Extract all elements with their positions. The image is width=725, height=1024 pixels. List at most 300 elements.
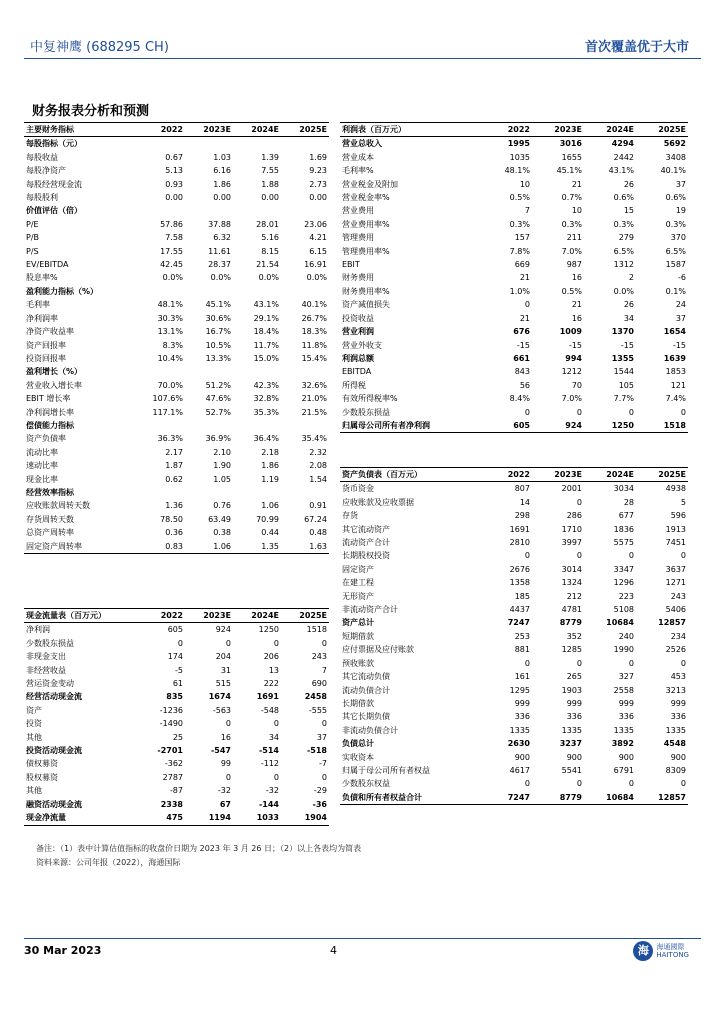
table-row (24, 164, 329, 177)
table-row (24, 664, 329, 677)
year-header-cell: 2025E (636, 468, 688, 482)
row-label-cell: 财务费用率% (342, 286, 390, 296)
value-cell: 0.44 (261, 528, 279, 538)
value-cell: 25 (172, 732, 183, 742)
table-row (340, 590, 688, 603)
value-cell (185, 285, 233, 298)
row-label-cell: 应付票据及应付账款 (342, 645, 414, 655)
value-cell: 105 (618, 380, 634, 390)
row-label-cell: 现金净流量 (24, 811, 139, 825)
value-cell: -514 (258, 746, 279, 756)
table-row (340, 406, 688, 419)
value-cell: 298 (514, 511, 530, 521)
row-label-cell: 固定资产周转率 (24, 540, 139, 554)
value-cell: 0 (628, 779, 634, 789)
value-cell: 7.7% (613, 394, 634, 404)
value-cell: 1990 (613, 645, 634, 655)
table-row (340, 352, 688, 365)
row-label-cell: 非流动负债合计 (342, 725, 398, 735)
value-cell: 900 (670, 752, 686, 762)
value-cell: 51.2% (205, 380, 231, 390)
value-cell: -5 (175, 665, 183, 675)
value-cell: 43.1% (253, 300, 279, 310)
value-cell: 1194 (185, 811, 233, 825)
value-cell: -6 (678, 273, 686, 283)
value-cell: 1836 (613, 524, 634, 534)
value-cell: 240 (618, 631, 634, 641)
row-label-cell: 少数股东权益 (342, 779, 390, 789)
row-label-cell: P/B (26, 233, 40, 243)
value-cell: 18.4% (253, 327, 279, 337)
value-cell: 1.0% (509, 286, 530, 296)
table-row (24, 191, 329, 204)
table-row (24, 771, 329, 784)
value-cell: 515 (215, 679, 231, 689)
value-cell: 7.58 (165, 233, 183, 243)
value-cell: 3347 (613, 564, 634, 574)
table-row (340, 178, 688, 191)
value-cell: 4548 (663, 739, 686, 749)
row-label-cell: 投资活动现金流 (26, 746, 82, 756)
value-cell: 7.0% (561, 246, 582, 256)
value-cell: -1236 (159, 705, 183, 715)
table-row (24, 245, 329, 258)
row-label-cell: 资产负债率 (26, 434, 66, 444)
value-cell: 42.45 (160, 260, 183, 270)
value-cell: 3014 (561, 564, 582, 574)
value-cell: 11.61 (208, 246, 231, 256)
value-cell: 7.0% (561, 394, 582, 404)
value-cell: 253 (514, 631, 530, 641)
value-cell: 14 (519, 497, 530, 507)
value-cell: 16 (220, 732, 231, 742)
table-row (24, 392, 329, 405)
table-row (340, 419, 688, 433)
table-title-cell: 现金流量表（百万元） (24, 609, 139, 623)
value-cell: 16.7% (205, 327, 231, 337)
row-label-cell: 营业收入增长率 (26, 380, 82, 390)
value-cell (139, 419, 185, 432)
value-cell: 13.1% (157, 327, 183, 337)
value-cell: 21 (519, 313, 530, 323)
table-row (340, 325, 688, 338)
year-header-cell: 2024E (584, 468, 636, 482)
value-cell: 1296 (613, 578, 634, 588)
value-cell: 1.05 (213, 474, 231, 484)
value-cell: 36.9% (205, 434, 231, 444)
row-label-cell: 营业成本 (342, 152, 374, 162)
year-header-cell: 2023E (185, 123, 233, 137)
value-cell: 8779 (559, 618, 582, 628)
value-cell: 23.06 (304, 219, 327, 229)
value-cell: 2.10 (213, 447, 231, 457)
value-cell: 1250 (258, 625, 279, 635)
table-row (24, 258, 329, 271)
value-cell: 6.5% (613, 246, 634, 256)
value-cell: 1312 (613, 260, 634, 270)
value-cell (139, 285, 185, 298)
table-row (24, 432, 329, 445)
value-cell: 13.3% (205, 353, 231, 363)
value-cell: 0 (680, 779, 686, 789)
value-cell: 7451 (665, 538, 686, 548)
value-cell: 4938 (665, 484, 686, 494)
value-cell: 37 (675, 313, 686, 323)
value-cell: 605 (167, 625, 183, 635)
value-cell: 21 (571, 300, 582, 310)
section-title: 财务报表分析和预测 (32, 104, 150, 119)
value-cell: 900 (514, 752, 530, 762)
row-label-cell: 应收账款及应收票据 (342, 497, 414, 507)
value-cell: 36.3% (157, 434, 183, 444)
table-row (24, 499, 329, 512)
row-label-cell: 其它流动负债 (342, 672, 390, 682)
table-row (340, 724, 688, 737)
table-row (24, 731, 329, 744)
table-row (24, 690, 329, 703)
value-cell: 1035 (509, 152, 530, 162)
table-row (24, 540, 329, 554)
value-cell: 336 (514, 712, 530, 722)
value-cell: 900 (618, 752, 634, 762)
row-label-cell: 货币资金 (342, 484, 374, 494)
value-cell: 34 (268, 732, 279, 742)
value-cell: 0.67 (165, 152, 183, 162)
value-cell: -32 (265, 786, 279, 796)
row-label-cell: EBIT (342, 260, 360, 270)
table-row (24, 325, 329, 338)
value-cell: 16.91 (304, 260, 327, 270)
value-cell: 999 (670, 698, 686, 708)
value-cell: 835 (166, 692, 183, 702)
value-cell: 7 (524, 206, 530, 216)
year-header-cell: 2025E (636, 123, 688, 137)
year-header-cell: 2024E (584, 123, 636, 137)
value-cell: 352 (566, 631, 582, 641)
value-cell: 8309 (665, 765, 686, 775)
table-row (24, 352, 329, 365)
table-row (24, 757, 329, 770)
row-label-cell: 有效所得税率% (342, 394, 398, 404)
value-cell: 6.5% (665, 246, 686, 256)
value-cell: 21.0% (301, 394, 327, 404)
table-row (340, 737, 688, 750)
value-cell: 1674 (208, 692, 231, 702)
table-row (340, 379, 688, 392)
value-cell: 1853 (665, 367, 686, 377)
value-cell: 57.86 (160, 219, 183, 229)
value-cell: 48.1% (504, 166, 530, 176)
value-cell: 11.8% (301, 340, 327, 350)
value-cell: 3237 (559, 739, 582, 749)
table-row (340, 657, 688, 670)
value-cell: 223 (618, 591, 634, 601)
value-cell: 2 (628, 273, 634, 283)
value-cell: 34 (623, 313, 634, 323)
value-cell: 10684 (606, 618, 634, 628)
value-cell: 1655 (561, 152, 582, 162)
value-cell: 0.76 (213, 501, 231, 511)
value-cell: 37.88 (208, 219, 231, 229)
value-cell (233, 285, 281, 298)
row-label-cell: EBITDA (342, 367, 372, 377)
table-row (340, 204, 688, 217)
note-remark: 备注：（1）表中计算估值指标的收盘价日期为 2023 年 3 月 26 日；（2）以上各表均为简表 (36, 844, 362, 853)
row-label-cell: 净利润率 (26, 313, 58, 323)
value-cell: 7.4% (665, 394, 686, 404)
row-label-cell: 价值评估（倍） (26, 206, 82, 216)
table-row (340, 616, 688, 629)
value-cell: 5.16 (261, 233, 279, 243)
value-cell: 1587 (665, 260, 686, 270)
value-cell: 2458 (304, 692, 327, 702)
value-cell: 0.6% (665, 193, 686, 203)
value-cell: 605 (480, 419, 532, 433)
value-cell: 5108 (613, 605, 634, 615)
value-cell: 1335 (665, 725, 686, 735)
value-cell: 56 (519, 380, 530, 390)
value-cell (185, 204, 233, 217)
haitong-logo-text: 海通國際 HAITONG (656, 943, 689, 959)
table-row (24, 473, 329, 486)
row-label-cell: 现金比率 (26, 474, 58, 484)
value-cell (281, 486, 329, 499)
value-cell: 2.73 (309, 179, 327, 189)
value-cell: 0 (225, 638, 231, 648)
value-cell: 1009 (559, 327, 582, 337)
value-cell: -563 (212, 705, 231, 715)
value-cell: 52.7% (205, 407, 231, 417)
table-row (24, 285, 329, 298)
value-cell (185, 486, 233, 499)
table-header-row (340, 468, 688, 482)
value-cell: -29 (313, 786, 327, 796)
value-cell (281, 365, 329, 378)
value-cell: 3892 (611, 739, 634, 749)
value-cell: 1.36 (165, 501, 183, 511)
cash-flow-table (24, 608, 329, 826)
table-row (340, 509, 688, 522)
value-cell: 1358 (509, 578, 530, 588)
table-row (340, 777, 688, 790)
row-label-cell: 非现金支出 (26, 652, 66, 662)
value-cell: -32 (217, 786, 231, 796)
value-cell: 1212 (561, 367, 582, 377)
value-cell: 1903 (561, 685, 582, 695)
value-cell: 0 (576, 658, 582, 668)
table-row (340, 312, 688, 325)
row-label-cell: 归属于母公司所有者权益 (342, 765, 430, 775)
row-label-cell: 归属母公司所有者净利润 (340, 419, 480, 433)
table-row (24, 513, 329, 526)
value-cell: -555 (308, 705, 327, 715)
value-cell: 0.6% (613, 193, 634, 203)
value-cell: 10684 (584, 791, 636, 805)
value-cell: 2338 (160, 799, 183, 809)
main-indicators-table (24, 122, 329, 554)
company-ticker: 中复神鹰 (688295 CH) (30, 40, 169, 55)
year-header-cell: 2022 (139, 609, 185, 623)
value-cell: 999 (618, 698, 634, 708)
table-row (24, 446, 329, 459)
table-title-cell: 主要财务指标 (24, 123, 139, 137)
table-row (24, 459, 329, 472)
value-cell: 36.4% (253, 434, 279, 444)
value-cell: 21.54 (256, 260, 279, 270)
row-label-cell: 资产减值损失 (342, 300, 390, 310)
value-cell: 26.7% (301, 313, 327, 323)
row-label-cell: 每股指标（元） (26, 139, 82, 149)
value-cell: 45.1% (205, 300, 231, 310)
value-cell: 0.93 (165, 179, 183, 189)
value-cell: 1.06 (261, 501, 279, 511)
table-row (24, 218, 329, 231)
value-cell: 1518 (306, 625, 327, 635)
value-cell: 1271 (665, 578, 686, 588)
value-cell: 5.13 (165, 166, 183, 176)
table-row (340, 137, 688, 151)
value-cell: 1.90 (213, 461, 231, 471)
value-cell (185, 365, 233, 378)
value-cell: 0 (576, 407, 582, 417)
value-cell: 0 (680, 407, 686, 417)
value-cell: 28.37 (208, 260, 231, 270)
value-cell: 243 (670, 591, 686, 601)
row-label-cell: 长期借款 (342, 698, 374, 708)
row-label-cell: 营业外收支 (342, 340, 382, 350)
value-cell: 0.5% (561, 286, 582, 296)
table-title-cell: 资产负债表（百万元） (340, 468, 480, 482)
value-cell: 0 (576, 497, 582, 507)
value-cell: 6.15 (309, 246, 327, 256)
value-cell: 204 (215, 652, 231, 662)
value-cell: -7 (319, 759, 327, 769)
value-cell: -518 (306, 746, 327, 756)
value-cell: 8.3% (162, 340, 183, 350)
row-label-cell: P/E (26, 219, 39, 229)
value-cell: 212 (566, 591, 582, 601)
table-row (340, 365, 688, 378)
value-cell (139, 137, 185, 151)
value-cell (139, 365, 185, 378)
value-cell: 1654 (663, 327, 686, 337)
value-cell: 999 (566, 698, 582, 708)
value-cell: 0.00 (213, 193, 231, 203)
value-cell: 596 (670, 511, 686, 521)
value-cell: 185 (514, 591, 530, 601)
table-header-row (24, 123, 329, 137)
value-cell: 70 (571, 380, 582, 390)
value-cell: 0.36 (165, 528, 183, 538)
row-label-cell: 净资产收益率 (26, 327, 74, 337)
value-cell: 161 (514, 672, 530, 682)
year-header-cell: 2024E (233, 123, 281, 137)
value-cell: 211 (566, 233, 582, 243)
table-row (24, 486, 329, 499)
value-cell: 0 (524, 300, 530, 310)
value-cell: 0.91 (309, 501, 327, 511)
value-cell: 32.8% (253, 394, 279, 404)
value-cell (233, 137, 281, 151)
value-cell: 8.15 (261, 246, 279, 256)
value-cell: 2.08 (309, 461, 327, 471)
year-header-cell: 2023E (532, 468, 584, 482)
row-label-cell: 短期借款 (342, 631, 374, 641)
row-label-cell: 管理费用 (342, 233, 374, 243)
row-label-cell: EBIT 增长率 (26, 394, 71, 404)
value-cell: 661 (513, 353, 530, 363)
value-cell: 0.0% (162, 273, 183, 283)
value-cell: 2558 (613, 685, 634, 695)
value-cell: 4.21 (309, 233, 327, 243)
value-cell (281, 204, 329, 217)
value-cell: 0.00 (165, 193, 183, 203)
value-cell (233, 419, 281, 432)
table-row (24, 744, 329, 757)
value-cell: 0.62 (165, 474, 183, 484)
value-cell: 370 (670, 233, 686, 243)
value-cell: 1710 (561, 524, 582, 534)
year-header-cell: 2024E (233, 609, 281, 623)
value-cell: 5 (680, 497, 686, 507)
row-label-cell: 股权募资 (26, 772, 58, 782)
value-cell: 1691 (509, 524, 530, 534)
balance-sheet-table (340, 467, 688, 805)
table-row (340, 670, 688, 683)
row-label-cell: 股息率% (26, 273, 58, 283)
table-row (24, 231, 329, 244)
value-cell: 157 (514, 233, 530, 243)
header-divider (24, 58, 701, 59)
row-label-cell: 每股净资产 (26, 166, 66, 176)
value-cell: 1033 (233, 811, 281, 825)
value-cell: 453 (670, 672, 686, 682)
table-row (24, 339, 329, 352)
table-row (340, 164, 688, 177)
value-cell: 0 (628, 551, 634, 561)
value-cell: -87 (169, 786, 183, 796)
row-label-cell: 营业税金及附加 (342, 179, 398, 189)
value-cell: 2.18 (261, 447, 279, 457)
value-cell: 336 (566, 712, 582, 722)
row-label-cell: 经营活动现金流 (26, 692, 82, 702)
value-cell: 35.4% (301, 434, 327, 444)
value-cell: 0 (680, 551, 686, 561)
value-cell: -144 (258, 799, 279, 809)
value-cell: 987 (566, 260, 582, 270)
table-row (340, 643, 688, 656)
table-row (24, 717, 329, 730)
row-label-cell: 投资 (26, 719, 42, 729)
value-cell: 0 (524, 551, 530, 561)
value-cell: 174 (167, 652, 183, 662)
table-row (24, 178, 329, 191)
value-cell: 0 (177, 638, 183, 648)
value-cell: 10.5% (205, 340, 231, 350)
value-cell: 0.00 (309, 193, 327, 203)
value-cell: 61 (172, 679, 183, 689)
value-cell: 1250 (584, 419, 636, 433)
rating-title: 首次覆盖优于大市 (584, 40, 689, 55)
row-label-cell: 盈利增长（%） (26, 367, 83, 377)
value-cell: 70.99 (256, 514, 279, 524)
value-cell: 1355 (611, 353, 634, 363)
row-label-cell: 净利润增长率 (26, 407, 74, 417)
value-cell: 78.50 (160, 514, 183, 524)
value-cell: 1995 (507, 139, 530, 149)
row-label-cell: 总资产周转率 (26, 528, 74, 538)
row-label-cell: 固定资产 (342, 564, 374, 574)
